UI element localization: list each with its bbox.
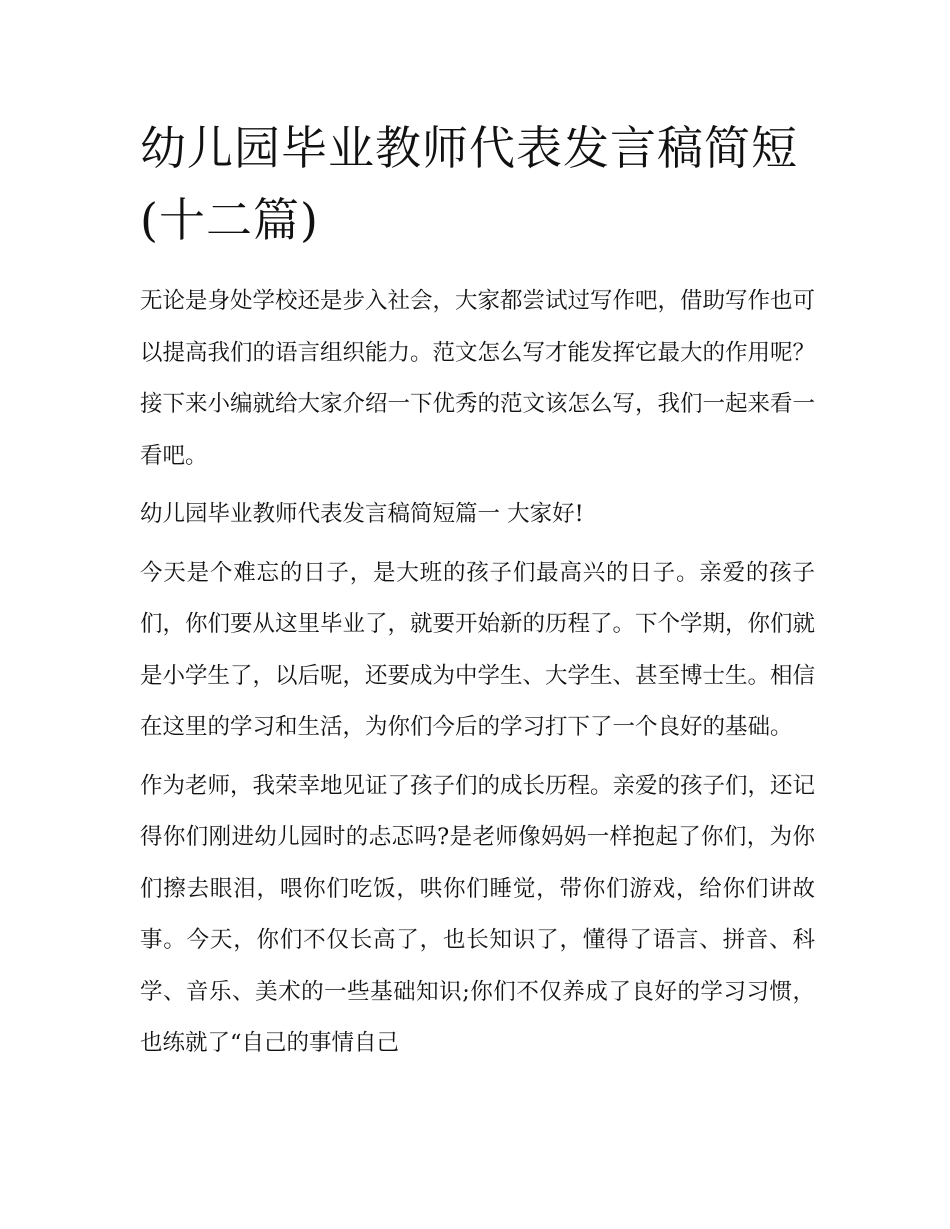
paragraph-intro: 无论是身处学校还是步入社会，大家都尝试过写作吧，借助写作也可以提高我们的语言组织能力。范文怎么写才能发挥它最大的作用呢？接下来小编就给大家介绍一下优秀的范文该怎么写，我们一起来看一看吧。 xyxy=(140,288,816,469)
document-body xyxy=(140,112,815,1077)
paragraph-section-heading: 幼儿园毕业教师代表发言稿简短篇一 大家好! xyxy=(140,501,584,527)
paragraph-body-2: 作为老师，我荣幸地见证了孩子们的成长历程。亲爱的孩子们，还记得你们刚进幼儿园时的忐忑吗?是老师像妈妈一样抱起了你们，为你们擦去眼泪，喂你们吃饭，哄你们睡觉，带你们游戏，给你们讲故事。今天，你们不仅长高了，也长知识了，懂得了语言、拼音、科学、音乐、美术的一些基础知识;你们不仅养成了良好的学习习惯，也练就了“自己的事情自己 xyxy=(140,772,816,1056)
document-title: 幼儿园毕业教师代表发言稿简短(十二篇) xyxy=(140,121,798,247)
paragraph-body-1: 今天是个难忘的日子，是大班的孩子们最高兴的日子。亲爱的孩子们，你们要从这里毕业了，就要开始新的历程了。下个学期，你们就是小学生了，以后呢，还要成为中学生、大学生、甚至博士生。相信在这里的学习和生活，为你们今后的学习打下了一个良好的基础。 xyxy=(140,559,816,740)
